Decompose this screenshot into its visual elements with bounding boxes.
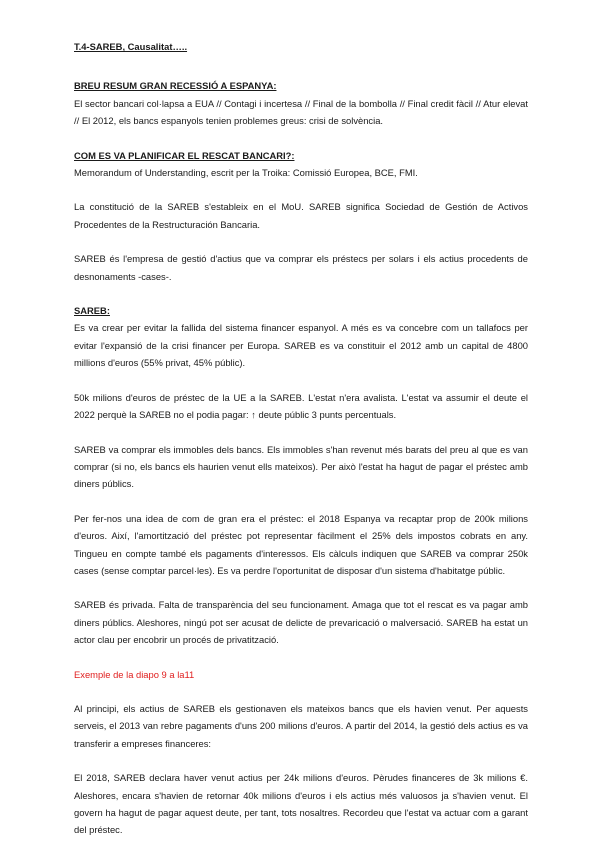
heading-breu-resum: BREU RESUM GRAN RECESSIÓ A ESPANYA: [74,80,277,92]
document-title: T.4-SAREB, Causalitat….. [74,41,188,52]
heading-com-rescat: COM ES VA PLANIFICAR EL RESCAT BANCARI?: [74,149,295,161]
paragraph-immobles: SAREB va comprar els immobles dels bancs. Els immobles s'han revenut més barats del preu al que es van comprar (si no, els bancs els haurien venut ells mateixos). Per això l'estat ha hagut de pagar el préstec amb diners públics. [74,443,528,490]
paragraph-principi: Al principi, els actius de SAREB els gestionaven els mateixos bancs que els havien venut. Per aquests serveis, el 2013 van rebre pagaments d'uns 200 milions d'euros. A partir del 2014, la gestió dels actius es va transferir a empreses financeres: [74,702,528,749]
paragraph-breu-resum: El sector bancari col·lapsa a EUA // Contagi i incertesa // Final de la bombolla // Final credit fàcil // Atur elevat // El 2012, els bancs espanyols tenien problemes greus: crisi de solvència. [74,97,528,127]
paragraph-idea: Per fer-nos una idea de com de gran era el préstec: el 2018 Espanya va recaptar prop de 200k milions d'euros. Així, l'amortització del préstec pot representar fàcilment el 25% dels impostos cobrats en any. Tingueu en compte també els pagaments d'interessos. Els càlculs indiquen que SAREB va comprar 250k cases (sense comptar parcel·les). Es va perdre l'oportunitat de disposar d'un sistema d'habitatge públic. [74,512,528,576]
paragraph-2018: El 2018, SAREB declara haver venut actius per 24k milions d'euros. Pèrudes financeres de 3k milions €. Aleshores, encara s'havien de retornar 40k milions d'euros i els actius més valuosos ja s'havien venut. El govern ha hagut de pagar aquest deute, per tant, tots nosaltres. Recordeu que l'estat va actuar com a garant del préstec. [74,772,528,836]
paragraph-50k: 50k milions d'euros de préstec de la UE a la SAREB. L'estat n'era avalista. L'estat va assumir el deute el 2022 perquè la SAREB no el podia pagar: ↑ deute públic 3 punts percentuals. [74,391,528,421]
example-note: Exemple de la diapo 9 a la11 [74,668,195,680]
paragraph-privada: SAREB és privada. Falta de transparència del seu funcionament. Amaga que tot el rescat es va pagar amb diners públics. Aleshores, ningú pot ser acusat de delicte de prevaricació o malversació. SAREB ha estat un actor clau per encobrir un procés de privatització. [74,599,528,646]
heading-sareb: SAREB: [74,305,110,317]
paragraph-empresa: SAREB és l'empresa de gestió d'actius que va comprar els préstecs per solars i els actius procedents de desnonaments -cases-. [74,253,528,282]
paragraph-sareb: Es va crear per evitar la fallida del sistema financer espanyol. A més es va concebre com un tallafocs per evitar l'expansió de la crisi financer per Europa. SAREB es va constituir el 2012 amb un capital de 4800 millions d'euros (55% privat, 45% públic). [74,322,528,369]
paragraph-com-rescat: Memorandum of Understanding, escrit per la Troika: Comissió Europea, BCE, FMI. [74,167,418,179]
paragraph-constitucio: La constitució de la SAREB s'estableix en el MoU. SAREB significa Sociedad de Gestión de Activos Procedentes de la Restructuración Bancaria. [74,201,528,230]
